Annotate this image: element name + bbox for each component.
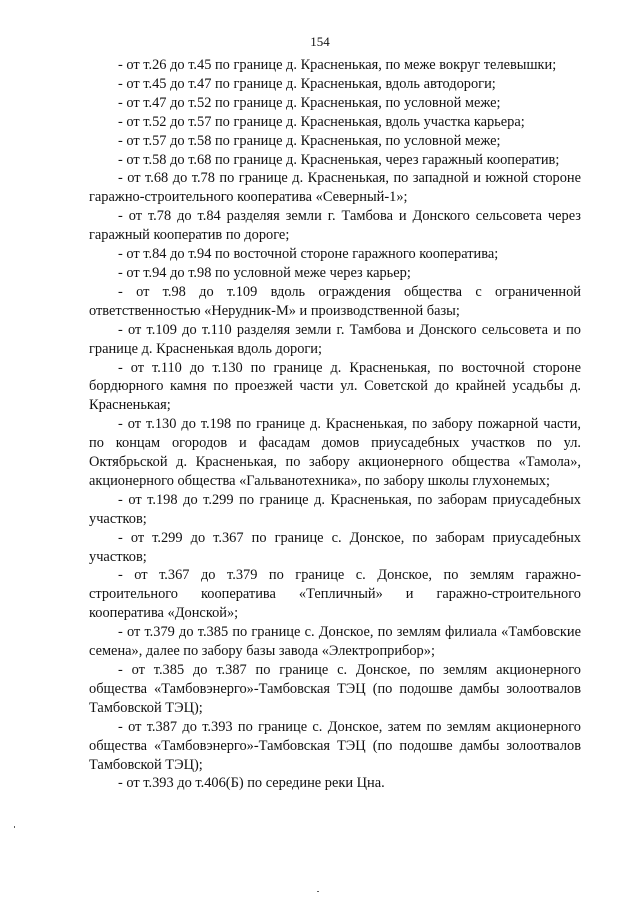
boundary-segment: - от т.130 до т.198 по границе д. Красненькая, по забору пожарной части, по концам огородов и фасадам домов приусадебных участков по ул. Октябрьской д. Красненькая, по забору акционерного общества «Тамола», акционерного общества «Гальванотехника», по забору школы глухонемых; [89, 416, 581, 489]
boundary-segment: - от т.94 до т.98 по условной меже через карьер; [118, 264, 411, 281]
boundary-segment: - от т.47 до т.52 по границе д. Красненькая, по условной меже; [118, 94, 501, 111]
page-body [89, 56, 581, 793]
scan-speck [14, 826, 15, 828]
boundary-segment: - от т.198 до т.299 по границе д. Красненькая, по заборам приусадебных участков; [89, 491, 581, 527]
boundary-segment: - от т.68 до т.78 по границе д. Красненькая, по западной и южной стороне гаражно-строительного кооператива «Северный-1»; [89, 170, 581, 206]
boundary-segment: - от т.393 до т.406(Б) по середине реки Цна. [118, 775, 385, 792]
boundary-segment: - от т.109 до т.110 разделяя земли г. Тамбова и Донского сельсовета и по границе д. Красненькая вдоль дороги; [89, 321, 581, 357]
boundary-segment: - от т.57 до т.58 по границе д. Красненькая, по условной меже; [118, 132, 501, 149]
boundary-segment: - от т.58 до т.68 по границе д. Красненькая, через гаражный кооператив; [118, 151, 560, 168]
scan-speck [317, 891, 319, 892]
boundary-segment: - от т.52 до т.57 по границе д. Красненькая, вдоль участка карьера; [118, 113, 525, 130]
boundary-segment: - от т.45 до т.47 по границе д. Красненькая, вдоль автодороги; [118, 75, 496, 92]
boundary-segment: - от т.299 до т.367 по границе с. Донское, по заборам приусадебных участков; [89, 529, 581, 565]
page-number: 154 [310, 34, 330, 49]
boundary-segment: - от т.379 до т.385 по границе с. Донское, по землям филиала «Тамбовские семена», далее по забору базы завода «Электроприбор»; [89, 624, 581, 660]
boundary-segment: - от т.26 до т.45 по границе д. Красненькая, по меже вокруг телевышки; [118, 57, 557, 73]
boundary-segment: - от т.387 до т.393 по границе с. Донское, затем по землям акционерного общества «Тамбовэнерго»-Тамбовская ТЭЦ (по подошве дамбы золоотвалов Тамбовской ТЭЦ); [89, 718, 581, 773]
boundary-segment: - от т.98 до т.109 вдоль ограждения общества с ограниченной ответственностью «Нерудник-М» и производственной базы; [89, 283, 581, 319]
boundary-segment: - от т.110 до т.130 по границе д. Красненькая, по восточной стороне бордюрного камня по проезжей части ул. Советской до крайней усадьбы д. Красненькая; [89, 359, 581, 414]
boundary-segment: - от т.367 до т.379 по границе с. Донское, по землям гаражно-строительного кооператива «Тепличный» и гаражно-строительного кооператива «Донской»; [89, 567, 581, 622]
boundary-segment: - от т.78 до т.84 разделяя земли г. Тамбова и Донского сельсовета через гаражный кооператив по дороге; [89, 208, 581, 244]
boundary-segment: - от т.385 до т.387 по границе с. Донское, по землям акционерного общества «Тамбовэнерго»-Тамбовская ТЭЦ (по подошве дамбы золоотвалов Тамбовской ТЭЦ); [89, 662, 581, 716]
boundary-segment: - от т.84 до т.94 по восточной стороне гаражного кооператива; [118, 246, 499, 263]
